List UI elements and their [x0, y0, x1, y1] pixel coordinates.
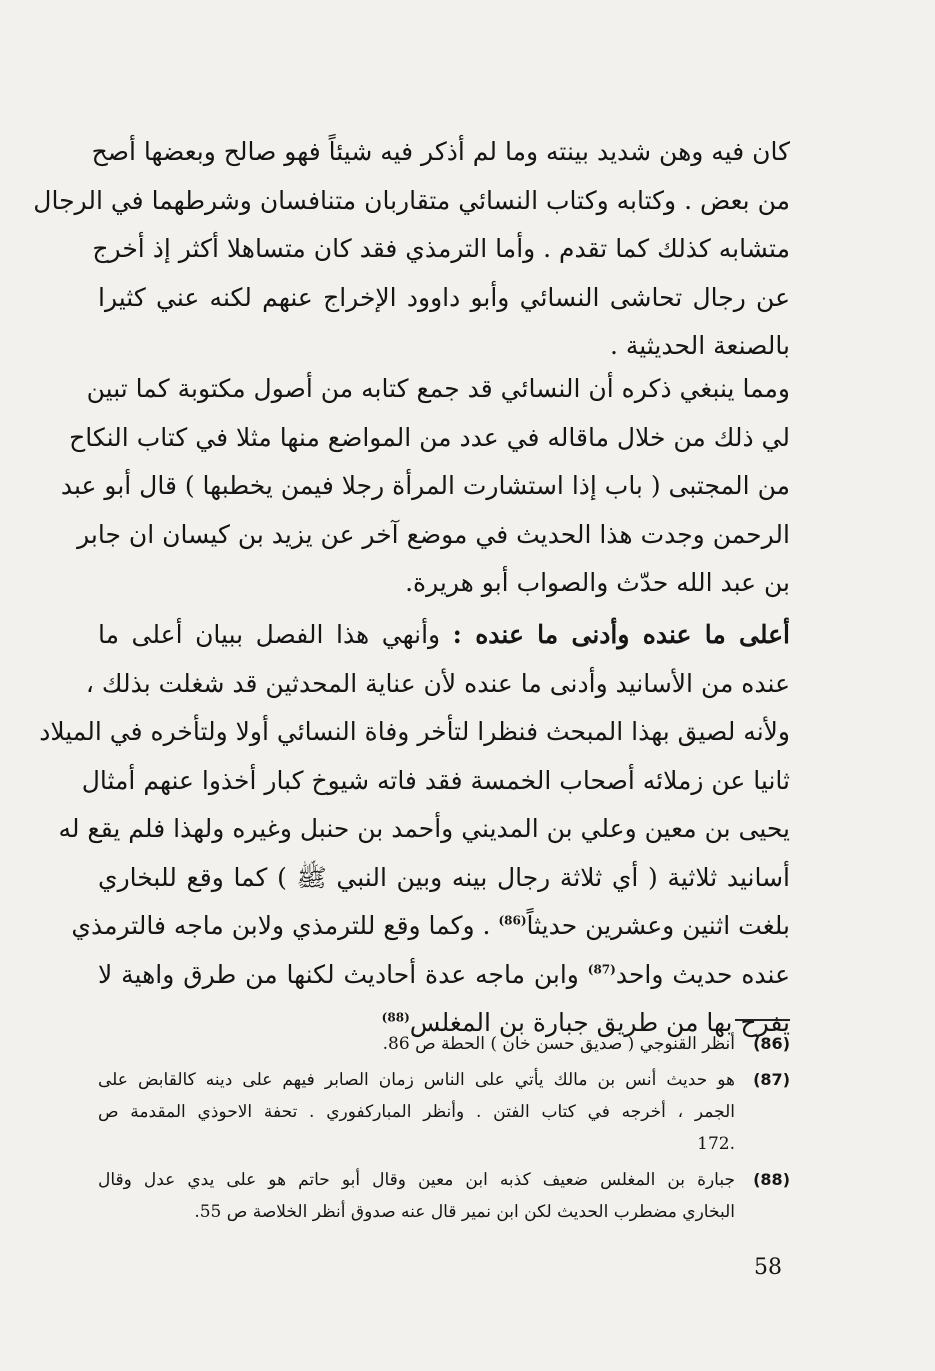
text-line: من بعض . وكتابه وكتاب النسائي متقاربان متنافسان وشرطهما في الرجال — [33, 185, 790, 215]
footnote-number: (87) — [753, 1070, 790, 1089]
footnote-line: .172 — [697, 1134, 735, 1154]
paragraph-3 — [39, 611, 790, 1048]
text-line: ومما ينبغي ذكره أن النسائي قد جمع كتابه من أصول مكتوبة كما تبين — [86, 374, 790, 403]
text-line: يحيى بن معين وعلي بن المديني وأحمد بن حنبل وغيره ولهذا فلم يقع له — [58, 814, 790, 843]
text-line: عنده من الأسانيد وأدنى ما عنده لأن عناية المحدثين قد شغلت بذلك ، — [85, 668, 790, 698]
footnote-88 — [98, 1164, 790, 1228]
footnote-87 — [98, 1064, 790, 1160]
page-number: 58 — [754, 1255, 782, 1280]
footnote-line: هو حديث أنس بن مالك يأتي على الناس زمان الصابر فيهم على دينه كالقابض على — [98, 1070, 735, 1090]
text-line — [71, 902, 790, 951]
footnote-line: أنظر القنوجي ( صديق حسن خان ) الحطة ص 86. — [382, 1034, 735, 1054]
text-line: لي ذلك من خلال ماقاله في عدد من المواضع منها مثلا في كتاب النكاح — [69, 422, 790, 452]
footnote-text — [98, 1164, 735, 1228]
text-line: أسانيد ثلاثية ( أي ثلاثة رجال بينه وبين النبي ﷺ ) كما وقع للبخاري — [98, 862, 790, 892]
footnote-text — [98, 1064, 735, 1160]
footnotes — [98, 1028, 790, 1232]
footnote-line: الجمر ، أخرجه في كتاب الفتن . وأنظر المباركفوري . تحفة الاحوذي المقدمة ص — [98, 1102, 735, 1122]
footnote-ref-86[interactable]: (86) — [498, 913, 527, 928]
text-line: ولأنه لصيق بهذا المبحث فنظرا لتأخر وفاة النسائي أولا ولتأخره في الميلاد — [39, 717, 790, 746]
text-line — [98, 951, 790, 1000]
footnote-separator — [735, 1019, 790, 1021]
footnote-line: جبارة بن المغلس ضعيف كذبه ابن معين وقال أبو حاتم هو على يدي عدل وقال — [98, 1170, 735, 1190]
footnote-ref-88[interactable]: (88) — [381, 1010, 410, 1025]
footnote-number: (86) — [753, 1034, 790, 1053]
text-line: متشابه كذلك كما تقدم . وأما الترمذي فقد كان متساهلا أكثر إذ أخرج — [92, 234, 790, 263]
text-line: عن رجال تحاشى النسائي وأبو داوود الإخراج عنهم لكنه عني كثيرا — [98, 282, 790, 312]
text-line — [98, 611, 790, 660]
paragraph-1 — [33, 128, 790, 371]
footnote-text — [98, 1028, 735, 1060]
footnote-number: (88) — [753, 1170, 790, 1189]
footnote-ref-87[interactable]: (87) — [587, 962, 616, 977]
section-heading: أعلى ما عنده وأدنى ما عنده : — [452, 620, 790, 649]
footnote-86 — [98, 1028, 790, 1060]
text-line: الرحمن وجدت هذا الحديث في موضع آخر عن يزيد بن كيسان ان جابر — [77, 519, 790, 549]
text-span: يفرح بها من طريق جبارة بن المغلس — [409, 1008, 790, 1037]
text-line: بالصنعة الحديثية . — [610, 331, 790, 360]
text-span: وابن ماجه عدة أحاديث لكنها من طرق واهية لا — [98, 959, 588, 989]
paragraph-2 — [60, 365, 790, 608]
text-span: . وكما وقع للترمذي ولابن ماجه فالترمذي — [71, 911, 499, 940]
footnote-line: البخاري مضطرب الحديث لكن ابن نمير قال عنه صدوق أنظر الخلاصة ص 55. — [194, 1202, 735, 1222]
text-line: ثانيا عن زملائه أصحاب الخمسة فقد فاته شيوخ كبار أخذوا عنهم أمثال — [81, 765, 790, 795]
text-line: من المجتبى ( باب إذا استشارت المرأة رجلا فيمن يخطبها ) قال أبو عبد — [60, 471, 790, 500]
text-span: بلغت اثنين وعشرين حديثاً — [526, 911, 790, 940]
text-line: كان فيه وهن شديد بينته وما لم أذكر فيه شيئاً فهو صالح وبعضها أصح — [91, 137, 790, 166]
text-line: بن عبد الله حدّث والصواب أبو هريرة. — [405, 568, 790, 597]
text-span: عنده حديث واحد — [615, 959, 790, 989]
text-span: وأنهي هذا الفصل ببيان أعلى ما — [98, 620, 453, 649]
